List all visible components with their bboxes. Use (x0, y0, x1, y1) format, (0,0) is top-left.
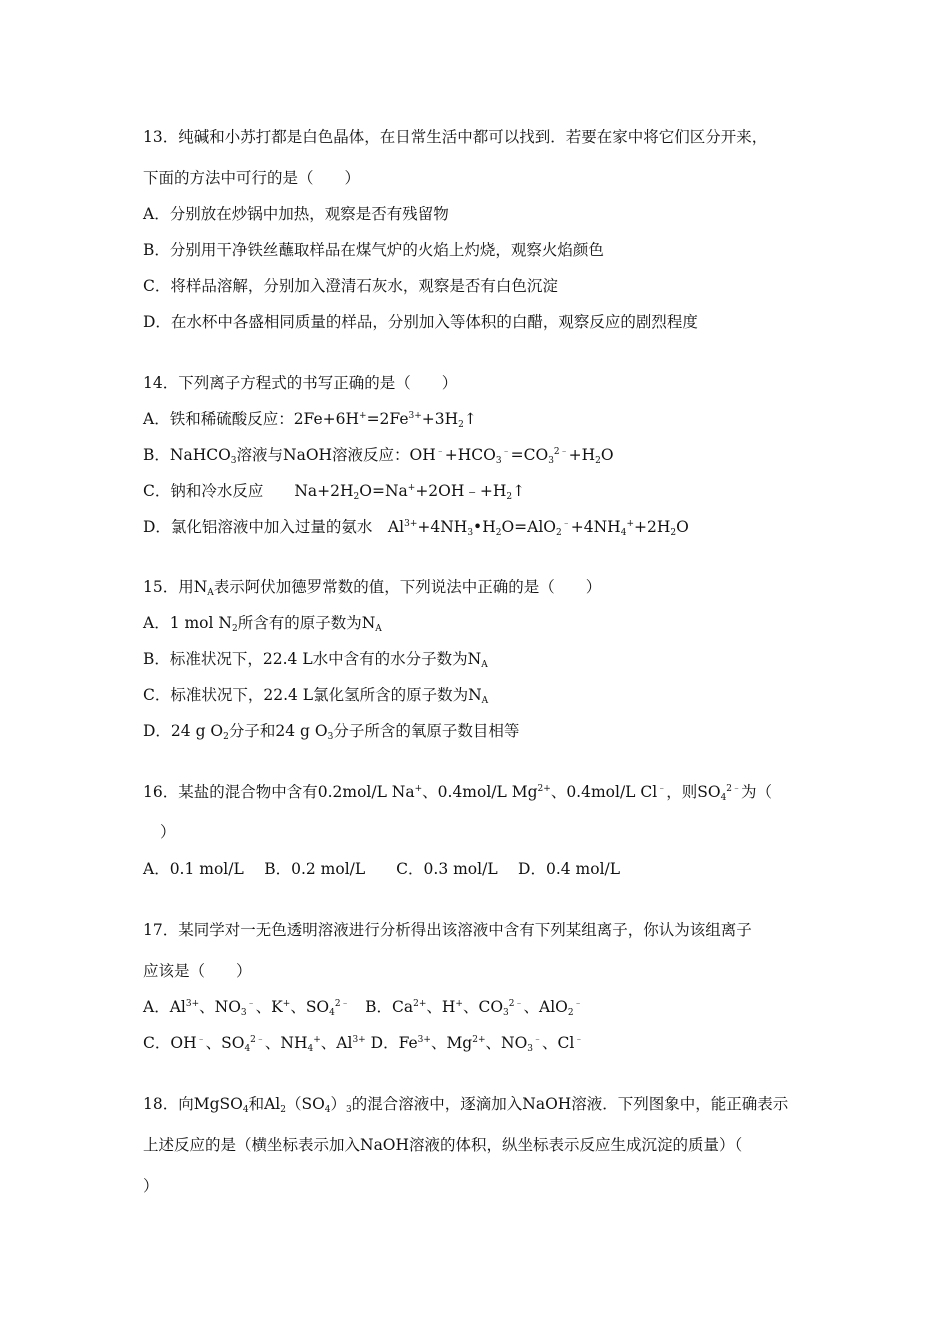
q17-options-ab: A．$Al^{3+}$、$NO_3^﹣$、K+、$SO_4^{2﹣}$ B．$Ca^{2+}$、H+、$CO_3^{2﹣}$、AlO$_2$﹣ (143, 998, 583, 1018)
q17-stem-line2: 应该是（ ） (143, 962, 252, 980)
q17-stem-line1: 17．某同学对一无色透明溶液进行分析得出该溶液中含有下列某组离子，你认为该组离子 (143, 921, 752, 939)
q16-options: A．0.1 mol/L B．0.2 mol/L C．0.3 mol/L D．0.4 mol/L (143, 860, 621, 878)
q15-option-c: C．标准状况下，22.4 L氯化氢所含的原子数为$N_A$ (143, 686, 489, 706)
q13-stem-line2: 下面的方法中可行的是（ ） (143, 169, 361, 187)
q16-paren-close: ） (160, 823, 176, 841)
q14-stem: 14．下列离子方程式的书写正确的是（ ） (143, 374, 458, 392)
q13-option-d: D．在水杯中各盛相同质量的样品，分别加入等体积的白醋，观察反应的剧烈程度 (143, 313, 698, 331)
q13-stem-line1: 13．纯碱和小苏打都是白色晶体，在日常生活中都可以找到．若要在家中将它们区分开来， (143, 128, 768, 146)
q17-options-cd: C．OH﹣、$SO_4^{2﹣}$、$NH_4^+$、$Al^{3+}$ D．$Fe^{3+}$、$Mg^{2+}$、$NO_3^﹣$、Cl﹣ (143, 1034, 584, 1054)
q16-stem: 16．某盐的混合物中含有0.2mol/L Na+、0.4mol/L $Mg^{2+}$、0.4mol/L Cl﹣，则$SO_4^{2﹣}$为（ (143, 783, 773, 803)
q14-option-c: C．钠和冷水反应 $Na+2H_2O=Na^++2OH﹣+H_2↑$ (143, 482, 526, 502)
q15-option-b: B．标准状况下，22.4 L水中含有的水分子数为$N_A$ (143, 650, 488, 670)
q14-option-d: D．氯化铝溶液中加入过量的氨水 $Al^{3+}+4NH_3•H_2O=AlO_2^﹣+4NH_4^++2H_2O$ (143, 518, 689, 538)
q15-option-a: A．1 mol $N_2$所含有的原子数为$N_A$ (143, 614, 382, 634)
q18-stem-line1: 18．向MgSO$_4$和$Al_2(SO_4)_3$的混合溶液中，逐滴加入NaOH溶液．下列图象中，能正确表示 (143, 1095, 789, 1115)
q14-option-b: B．NaHCO$_3$溶液与NaOH溶液反应：$OH^﹣+HCO_3^﹣=CO_3^{2﹣}+H_2O$ (143, 446, 614, 466)
q15-option-d: D．24 g $O_2$分子和24 g $O_3$分子所含的氧原子数目相等 (143, 722, 520, 742)
q13-option-c: C．将样品溶解，分别加入澄清石灰水，观察是否有白色沉淀 (143, 277, 558, 295)
q18-stem-line3: ） (143, 1177, 159, 1195)
q18-stem-line2: 上述反应的是（横坐标表示加入NaOH溶液的体积，纵坐标表示反应生成沉淀的质量）（ (143, 1136, 743, 1154)
q14-option-a: A．铁和稀硫酸反应：$2Fe+6H^+=2Fe^{3+}+3H_2↑$ (143, 410, 477, 430)
q15-stem: 15．用$N_A$表示阿伏加德罗常数的值，下列说法中正确的是（ ） (143, 578, 602, 598)
q13-option-b: B．分别用干净铁丝蘸取样品在煤气炉的火焰上灼烧，观察火焰颜色 (143, 241, 604, 259)
q13-option-a: A．分别放在炒锅中加热，观察是否有残留物 (143, 205, 449, 223)
